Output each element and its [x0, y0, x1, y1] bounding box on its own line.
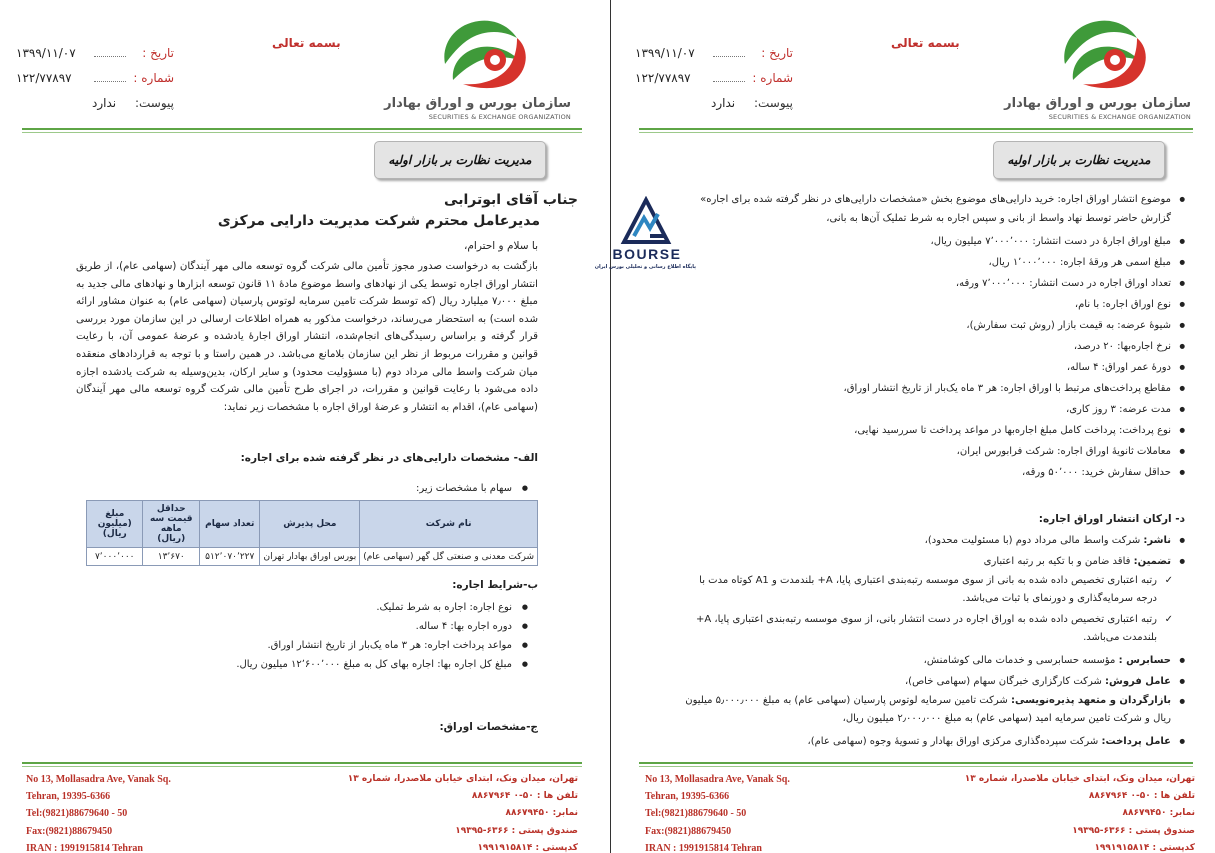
market-maker-label: بازارگردان و متعهد پذیره‌نویسی:	[1010, 695, 1171, 706]
letter-meta	[14, 46, 174, 121]
column-header: نام شرکت	[360, 501, 538, 548]
list-item: ● معاملات ثانویۀ اوراق اجاره: شرکت فرابورس ایران،	[683, 441, 1185, 462]
table-cell: ۱۳٬۶۷۰	[143, 548, 200, 566]
rating-item: ✓ رتبه اعتباری تخصیص داده شده به اوراق اجاره در دست انتشار بانی، از سوی موسسه رتبه‌بندی اعتباری پایا، A+ بلندمدت می‌باشد.	[683, 611, 1185, 647]
table-cell: ۷٬۰۰۰٬۰۰۰	[87, 548, 143, 566]
footer-line: صندوق پستی : ۶۳۶۶-۱۹۳۹۵	[1072, 825, 1195, 836]
org-name-en: SECURITIES & EXCHANGE ORGANIZATION	[428, 113, 571, 121]
publisher-text: شرکت واسط مالی مرداد دوم (با مسئولیت محدود)،	[924, 535, 1141, 546]
dotted-line	[94, 56, 126, 57]
auditor-label: حسابرس :	[1118, 655, 1171, 666]
column-header: حداقل قیمت سه ماهه (ریال)	[143, 501, 200, 548]
sales-agent-text: شرکت کارگزاری خبرگان سهام (سهامی خاص)،	[904, 676, 1102, 687]
number-value: ۱۲۲/۷۷۸۹۷	[16, 71, 72, 85]
letter-meta	[633, 46, 793, 121]
attachment-label: پیوست:	[753, 96, 793, 110]
date-label: تاریخ :	[761, 46, 793, 60]
salutation-title: مدیرعامل محترم شرکت مدیریت دارایی مرکزی	[217, 213, 540, 229]
footer-line: تلفن ها : ۵۰-۰ ۸۸۶۷۹۶۴	[471, 791, 578, 802]
list-item-publisher	[683, 530, 1185, 551]
bourse-logo-icon	[620, 196, 672, 246]
footer-line: تهران، میدان ونک، ابتدای خیابان ملاصدرا، شماره ۱۳	[347, 774, 578, 784]
footer-line: نمابر: ۸۸۶۷۹۴۵۰	[505, 808, 578, 819]
seo-logo	[384, 14, 575, 124]
section-d-title: د- ارکان انتشار اوراق اجاره:	[1038, 513, 1185, 525]
guarantor-text: فاقد ضامن و با تکیه بر رتبه اعتباری	[983, 556, 1131, 567]
payment-agent-label: عامل پرداخت:	[1101, 736, 1171, 747]
attachment-label: پیوست:	[134, 96, 174, 110]
footer-address-en	[26, 771, 171, 853]
list-item: ● حداقل سفارش خرید: ۵۰٬۰۰۰ ورقه،	[683, 462, 1185, 483]
bismillah: بسمه تعالی	[272, 36, 341, 50]
securities-specs-list	[683, 190, 1185, 483]
footer-line: تلفن ها : ۵۰-۰ ۸۸۶۷۹۶۴	[1088, 791, 1195, 802]
footer-rule	[22, 762, 582, 764]
date-label: تاریخ :	[142, 46, 174, 60]
footer-line: No 13, Mollasadra Ave, Vanak Sq.	[645, 774, 790, 785]
shares-table	[86, 500, 538, 566]
list-item: ● شیوۀ عرضه: به قیمت بازار (روش ثبت سفارش)،	[683, 315, 1185, 336]
list-item-auditor	[683, 650, 1185, 671]
table-row	[87, 548, 538, 566]
list-item: ● موضوع انتشار اوراق اجاره: خرید دارایی‌های موضوع بخش «مشخصات دارایی‌های در نظر گرفته شده برای اجاره» گزارش حاضر توسط نهاد واسط از بانی و سپس اجاره به شرط تملیک آن‌ها به بانی،	[683, 190, 1185, 228]
footer-line: Fax:(9821)88679450	[26, 825, 113, 837]
footer-line: کدپستی : ۱۹۹۱۹۱۵۸۱۴	[1094, 842, 1195, 853]
section-c-title: ج-مشخصات اوراق:	[439, 721, 538, 733]
greeting: با سلام و احترام،	[464, 240, 538, 252]
table-cell: شرکت معدنی و صنعتی گل گهر (سهامی عام)	[360, 548, 538, 566]
date-value: ۱۳۹۹/۱۱/۰۷	[16, 46, 76, 60]
footer-line: صندوق پستی : ۶۳۶۶-۱۹۳۹۵	[455, 825, 578, 836]
number-row	[633, 71, 793, 96]
bourse-watermark	[594, 196, 696, 274]
number-label: شماره :	[133, 71, 174, 85]
seo-logo-icon	[433, 14, 533, 90]
section-a-title: الف- مشخصات دارایی‌های در نظر گرفته شده برای اجاره:	[240, 452, 538, 464]
seo-logo	[1004, 14, 1195, 124]
header-rule	[639, 128, 1193, 130]
list-item: ● مبلغ کل اجاره بها: اجاره بهای کل به مبلغ ۱۲٬۶۰۰٬۰۰۰ میلیون ریال.	[236, 655, 528, 674]
footer-line: Fax:(9821)88679450	[645, 825, 732, 837]
list-item-payment-agent	[683, 731, 1185, 752]
salutation-name: جناب آقای ابوترابی	[444, 192, 578, 208]
footer-line: Tel:(9821)88679640 - 50	[26, 808, 128, 820]
auditor-text: مؤسسه حسابرسی و خدمات مالی کوشامنش،	[923, 655, 1116, 666]
rating-item: ✓ رتبه اعتباری تخصیص داده شده به بانی از سوی موسسه رتبه‌بندی اعتباری پایا، A+ بلندمدت و A1 کوتاه مدت با درجه سرمایه‌گذاری و دورنمای با ثبات می‌باشد.	[683, 572, 1185, 608]
footer-line: No 13, Mollasadra Ave, Vanak Sq.	[26, 774, 171, 785]
org-name-fa: سازمان بورس و اوراق بهادار	[1004, 96, 1191, 111]
table-cell: ۵۱۲٬۰۷۰٬۲۲۷	[200, 548, 260, 566]
bourse-subtitle: پایگاه اطلاع رسانی و تحلیلی بورس ایران	[594, 264, 696, 270]
number-row	[14, 71, 174, 96]
footer-address-fa	[965, 771, 1195, 853]
list-item: ● مبلغ اوراق اجارۀ در دست انتشار: ۷٬۰۰۰٬۰۰۰ میلیون ریال،	[683, 231, 1185, 252]
dotted-line	[94, 81, 126, 82]
list-item-sales-agent	[683, 671, 1185, 692]
seo-logo-icon	[1053, 14, 1153, 90]
number-label: شماره :	[752, 71, 793, 85]
dotted-line	[713, 81, 745, 82]
bourse-word: BOURSE	[612, 246, 682, 262]
table-cell: بورس اوراق بهادار تهران	[260, 548, 360, 566]
footer-rule	[639, 762, 1193, 764]
list-item: ● نوع اجاره: اجاره به شرط تملیک.	[236, 598, 528, 617]
section-a-list	[416, 479, 528, 498]
org-name-en: SECURITIES & EXCHANGE ORGANIZATION	[1048, 113, 1191, 121]
section-b-title: ب-شرایط اجاره:	[452, 579, 538, 591]
payment-agent-text: شرکت سپرده‌گذاری مرکزی اوراق بهادار و تسویۀ وجوه (سهامی عام)،	[807, 736, 1099, 747]
guarantor-label: تضمین:	[1133, 556, 1171, 567]
table-header-row	[87, 501, 538, 548]
department-box: مدیریت نظارت بر بازار اولیه	[993, 141, 1165, 179]
list-item: ● تعداد اوراق اجاره در دست انتشار: ۷٬۰۰۰٬۰۰۰ ورقه،	[683, 273, 1185, 294]
issuance-pillars-list	[683, 530, 1185, 752]
letter-page-left	[0, 0, 604, 853]
date-row	[14, 46, 174, 71]
attachment-value: ندارد	[92, 96, 117, 110]
list-item: ● مواعد پرداخت اجاره: هر ۳ ماه یک‌بار از تاریخ انتشار اوراق.	[236, 636, 528, 655]
footer-line: Tel:(9821)88679640 - 50	[645, 808, 747, 820]
date-value: ۱۳۹۹/۱۱/۰۷	[635, 46, 695, 60]
footer-address-fa	[348, 771, 578, 853]
attachment-row	[633, 96, 793, 121]
footer-line: Tehran, 19395-6366	[26, 791, 111, 803]
footer-line: IRAN : 1991915814 Tehran	[645, 842, 762, 853]
list-item: ● نرخ اجاره‌بها: ۲۰ درصد،	[683, 336, 1185, 357]
page-divider	[610, 0, 611, 853]
list-item: ● نوع پرداخت: پرداخت کامل مبلغ اجاره‌بها در مواعد پرداخت تا سررسید نهایی،	[683, 420, 1185, 441]
list-item: ● مقاطع پرداخت‌های مرتبط با اوراق اجاره: هر ۳ ماه یک‌بار از تاریخ انتشار اوراق،	[683, 378, 1185, 399]
footer-line: کدپستی : ۱۹۹۱۹۱۵۸۱۴	[477, 842, 578, 853]
list-item: ● مبلغ اسمی هر ورقۀ اجاره: ۱٬۰۰۰٬۰۰۰ ریال،	[683, 252, 1185, 273]
date-row	[633, 46, 793, 71]
section-b-list	[236, 598, 528, 674]
attachment-row	[14, 96, 174, 121]
list-item: ● دوره اجاره بها: ۴ ساله.	[236, 617, 528, 636]
bismillah: بسمه تعالی	[891, 36, 960, 50]
org-name-fa: سازمان بورس و اوراق بهادار	[384, 96, 571, 111]
publisher-label: ناشر:	[1143, 535, 1171, 546]
list-item: ● دورۀ عمر اوراق: ۴ ساله،	[683, 357, 1185, 378]
column-header: محل پذیرش	[260, 501, 360, 548]
dotted-line	[713, 56, 745, 57]
list-item: ● سهام با مشخصات زیر:	[416, 479, 528, 498]
list-item: ● نوع اوراق اجاره: با نام،	[683, 294, 1185, 315]
footer-line: Tehran, 19395-6366	[645, 791, 730, 803]
footer-line: IRAN : 1991915814 Tehran	[26, 842, 143, 853]
number-value: ۱۲۲/۷۷۸۹۷	[635, 71, 691, 85]
attachment-value: ندارد	[711, 96, 736, 110]
column-header: تعداد سهام	[200, 501, 260, 548]
sales-agent-label: عامل فروش:	[1105, 676, 1171, 687]
list-item: ● مدت عرضه: ۳ روز کاری،	[683, 399, 1185, 420]
column-header: مبلغ (میلیون ریال)	[87, 501, 143, 548]
header-rule	[22, 128, 582, 130]
footer-line: نمابر: ۸۸۶۷۹۴۵۰	[1122, 808, 1195, 819]
footer-line: تهران، میدان ونک، ابتدای خیابان ملاصدرا، شماره ۱۳	[964, 774, 1195, 784]
department-box: مدیریت نظارت بر بازار اولیه	[374, 141, 546, 179]
letter-body: بازگشت به درخواست صدور مجوز تأمین مالی شرکت گروه توسعه مالی مهر آیندگان (سهامی عام)، از طریق انتشار اوراق اجاره توسط یکی از نهادهای واسط موضوع مادۀ ۱۱ قانون توسعه ابزارها و نهادهای مالی جدید به مبلغ ۷٫۰۰۰ میلیارد ریال (که توسط شرکت تامین سرمایه لوتوس پارسیان (سهامی عام) به عنوان مشاور ارائه شده است) به استحضار می‌رساند، درخواست مذکور به همراه اطلاعات ارسالی در این سازمان مورد بررسی قرار گرفته و براساس رسیدگی‌های انجام‌شده، انتشار اوراق اجارۀ یادشده و عرضۀ عمومی آن، با رعایت قوانین و مقررات مربوط از نظر این سازمان بلامانع می‌باشد. در همین راستا و با توجه به قراردادهای منعقده میان شرکت واسط مالی مرداد دوم (با مسؤولیت محدود) و سایر ارکان، بدین‌وسیله به شرکت یادشده اجازه داده می‌شود با رعایت قوانین و مقررات، در اجرای طرح تأمین مالی شرکت گروه توسعه مالی مهر آیندگان (سهامی عام)، اقدام به انتشار و عرضۀ اوراق اجاره با مشخصات زیر نماید:	[76, 261, 538, 413]
list-item-guarantor	[683, 551, 1185, 572]
footer-address-en	[645, 771, 790, 853]
market-maker-text: شرکت تامین سرمایه لوتوس پارسیان (سهامی عام) به مبلغ ۵٫۰۰۰٫۰۰۰ میلیون ریال و شرکت تامین سرمایه امید (سهامی عام) به مبلغ ۲٫۰۰۰٫۰۰۰ میلیون ریال،	[685, 695, 1171, 724]
list-item-market-maker	[683, 692, 1185, 728]
letter-page-right	[617, 0, 1215, 853]
